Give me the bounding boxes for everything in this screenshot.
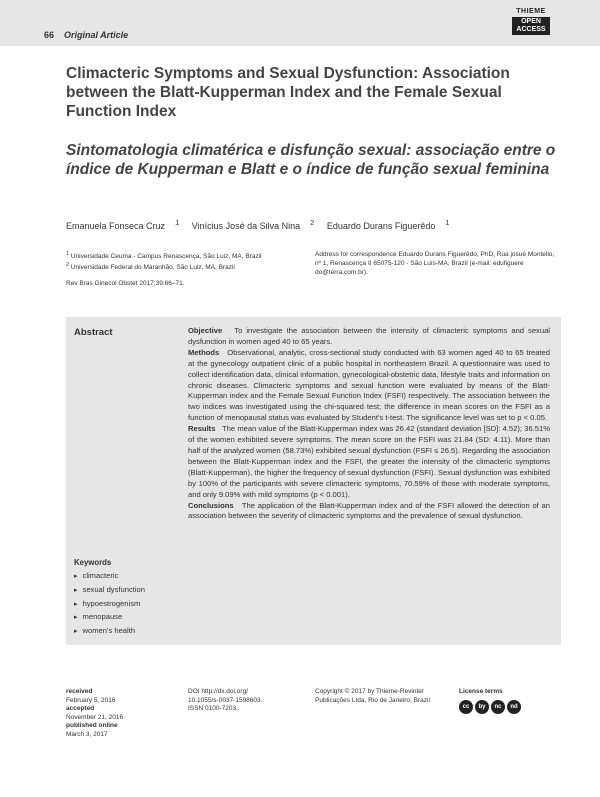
author-sup: 1 bbox=[445, 218, 450, 227]
copyright-block bbox=[315, 688, 430, 705]
copyright-line-1: Copyright © 2017 by Thieme-Revinter bbox=[315, 688, 425, 695]
objective-text: To investigate the association between the intensity of climacteric symptoms and sexual dysfunction in women aged 40 to 65 years. bbox=[188, 326, 550, 346]
affiliation-sup: 2 bbox=[66, 262, 70, 269]
copyright-line-2: Publicações Ltda, Rio de Janeiro, Brazil bbox=[315, 696, 430, 704]
logo-brand: THIEME bbox=[516, 8, 546, 15]
author-sup: 1 bbox=[175, 218, 180, 227]
correspondence-address bbox=[315, 250, 555, 277]
affiliation-text: Universidade Federal do Maranhão, São Luiz, MA, Brazil bbox=[70, 264, 235, 272]
thieme-open-access-logo bbox=[512, 8, 550, 35]
author bbox=[66, 218, 180, 231]
author-name: Emanuela Fonseca Cruz bbox=[66, 221, 166, 231]
author-name: Vinícius José da Silva Nina bbox=[191, 221, 301, 231]
author-sup: 2 bbox=[310, 218, 315, 227]
author bbox=[326, 218, 450, 231]
cc-by-icon: by bbox=[475, 700, 489, 714]
keyword-item: ▸ menopause bbox=[74, 611, 145, 625]
license-terms-label: License terms bbox=[459, 688, 503, 695]
cc-nc-icon: nc bbox=[491, 700, 505, 714]
received-date: February 5, 2016 bbox=[66, 696, 116, 704]
results-label: Results bbox=[188, 424, 216, 434]
conclusions-text: The application of the Blatt-Kupperman index and of the FSFI allowed the detection of an association between the severity of climacteric symptoms and the prevalence of sexual dysfunction. bbox=[188, 500, 550, 521]
abstract-objective bbox=[188, 326, 550, 348]
logo-open: OPEN bbox=[521, 18, 541, 25]
results-text: The mean value of the Blatt-Kupperman index was 26.42 (standard deviation [SD]: 4.52); 36.51% of the women exhibited severe symptoms. The mean score on the FSFI was 21.84 (SD: 4.11). More than half of the analyzed women (58.73%) exhibited sexual dysfunction (FSFI ≤ 26.5). Regarding the association between the Blatt-Kupperman index and the FSFI, the greater the intensity of the climacteric symptoms (Blatt-Kupperman), the higher the frequency of sexual dysfunction (FSFI). Sexual dysfunction was exhibited by 100% of the participants with severe climacteric symptoms, 70.59% of those with moderate symptoms, and only 9.09% with mild symptoms (p < 0.001). bbox=[188, 424, 550, 499]
author-name: Eduardo Durans Figuerêdo bbox=[326, 221, 436, 231]
keywords-heading: Keywords bbox=[74, 558, 112, 567]
accepted-date: November 21, 2016 bbox=[66, 713, 124, 721]
cc-nd-icon: nd bbox=[507, 700, 521, 714]
published-label: published online bbox=[66, 722, 118, 730]
author bbox=[191, 218, 315, 231]
author-list bbox=[66, 218, 460, 231]
accepted-label: accepted bbox=[66, 705, 95, 713]
abstract-results bbox=[188, 424, 550, 500]
correspondence-text: Eduardo Durans Figuerêdo, PhD, Rua josué Montello, nº 1, Renascença II 65075-120 - São Luís-MA, Brazil (e-mail: edufiguere do@terra.com.br). bbox=[315, 251, 555, 276]
methods-text: Observational, analytic, cross-sectional study conducted with 63 women aged 40 to 65 treated at the gynecology outpatient clinic of a public hospital in northeastern Brazil. A questionnaire was used to collect identification data, clinical information, gynecological-obstetric data, lifestyle traits and information on chronic diseases. Climacteric symptoms and sexual function were evaluated by means of the Blatt-Kupperman index and the Female Sexual Function Index (FSFI) respectively. The association between the two indices was investigated using the chi-squared test; the difference in mean scores on the FSFI as a function of menopausal status was evaluated by Student's t-test. The significance level was set to p < 0.05. bbox=[188, 347, 550, 423]
logo-open-access bbox=[512, 17, 550, 35]
abstract-methods bbox=[188, 348, 550, 424]
methods-label: Methods bbox=[188, 347, 220, 357]
doi-block bbox=[188, 688, 262, 714]
objective-label: Objective bbox=[188, 326, 223, 335]
affiliation bbox=[66, 261, 311, 272]
affiliation-text: Universidade Ceuma - Campus Renascença, São Luiz, MA, Brazil bbox=[70, 253, 262, 261]
doi-number[interactable]: 10.1055/s-0037-1598603. bbox=[188, 696, 263, 704]
keyword-item: ▸ climacteric bbox=[74, 570, 145, 584]
section-label: Original Article bbox=[64, 30, 129, 40]
abstract-conclusions bbox=[188, 501, 550, 523]
affiliation-sup: 1 bbox=[66, 251, 70, 257]
affiliation bbox=[66, 250, 311, 261]
keyword-item: ▸ hypoestrogenism bbox=[74, 598, 145, 612]
journal-citation: Rev Bras Ginecol Obstet 2017;39:66–71. bbox=[66, 280, 185, 287]
abstract-heading: Abstract bbox=[74, 327, 113, 338]
received-label: received bbox=[66, 688, 93, 695]
cc-icon: cc bbox=[459, 700, 473, 714]
logo-access: ACCESS bbox=[516, 26, 546, 33]
issn: ISSN 0100-7203. bbox=[188, 705, 238, 713]
doi-link[interactable]: http://dx.doi.org/ bbox=[201, 688, 248, 695]
keyword-list bbox=[74, 570, 145, 639]
keyword-item: ▸ women's health bbox=[74, 625, 145, 639]
article-title-portuguese: Sintomatologia climatérica e disfunção sexual: associação entre o índice de Kupperman e Blatt e o índice de função sexual feminina bbox=[66, 142, 556, 178]
affiliations bbox=[66, 250, 311, 272]
doi-label: DOI bbox=[188, 688, 200, 695]
article-title-english: Climacteric Symptoms and Sexual Dysfunction: Association between the Blatt-Kupperman Index and the Female Sexual Function Index bbox=[66, 65, 510, 120]
conclusions-label: Conclusions bbox=[188, 500, 234, 510]
creative-commons-icons[interactable] bbox=[459, 700, 521, 714]
correspondence-label: Address for correspondence bbox=[315, 251, 397, 258]
published-date: March 3, 2017 bbox=[66, 730, 108, 738]
abstract-body bbox=[188, 326, 550, 522]
publication-dates bbox=[66, 688, 123, 740]
keyword-item: ▸ sexual dysfunction bbox=[74, 584, 145, 598]
page-number: 66 bbox=[44, 30, 55, 40]
